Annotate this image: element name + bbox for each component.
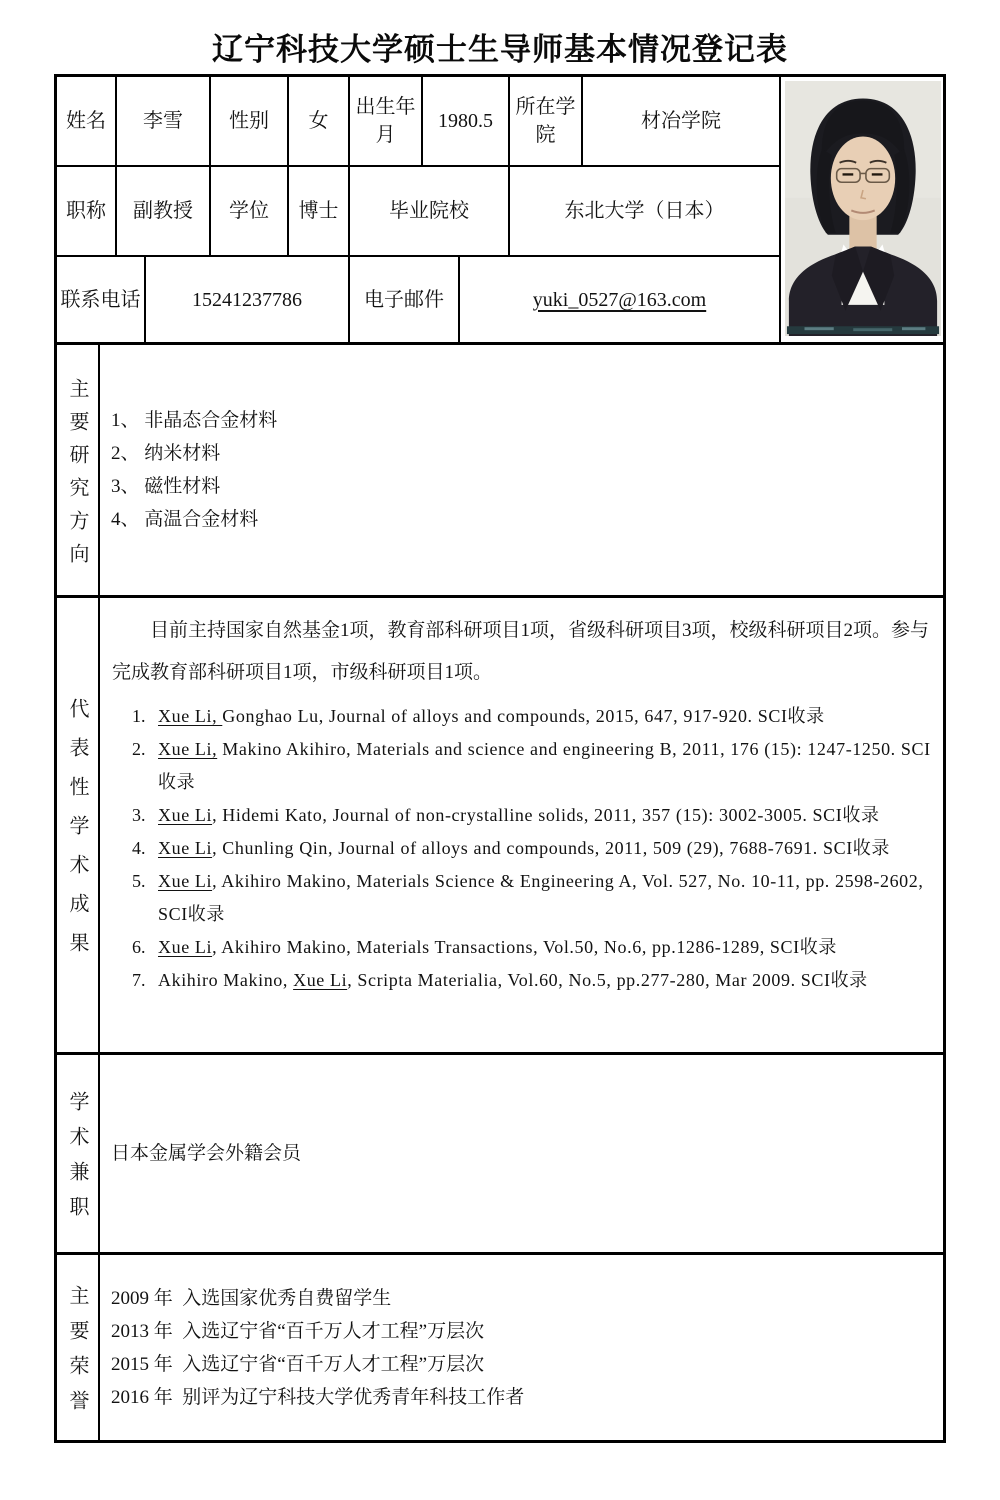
publication-item xyxy=(112,832,933,865)
research-label: 主要研究方向 xyxy=(66,377,88,576)
achievements-label-cell xyxy=(57,598,100,1052)
publication-item xyxy=(112,865,933,931)
research-item: 4、 高温合金材料 xyxy=(111,509,259,530)
honor-item: 2016 年 别评为辽宁科技大学优秀青年科技工作者 xyxy=(111,1386,525,1408)
publication-number: 7. xyxy=(132,970,146,990)
basic-info-block xyxy=(57,77,943,345)
publication-text: , Scripta Materialia, Vol.60, No.5, pp.277-280, Mar 2009. SCI收录 xyxy=(347,970,868,990)
section-research xyxy=(57,345,943,598)
publication-list xyxy=(112,700,933,997)
college-value: 材冶学院 xyxy=(583,77,781,165)
birth-value: 1980.5 xyxy=(423,77,510,165)
publication-text: , Chunling Qin, Journal of alloys and compounds, 2011, 509 (29), 7688-7691. SCI收录 xyxy=(212,838,890,858)
college-label: 所在学院 xyxy=(510,77,583,165)
phone-label: 联系电话 xyxy=(57,257,146,342)
publication-number: 1. xyxy=(132,706,146,726)
author-name-underlined: Xue Li xyxy=(158,871,213,891)
publication-text: Makino Akihiro, Materials and science and engineering B, 2011, 176 (15): 1247-1250. SCI收录 xyxy=(158,739,931,792)
section-achievements xyxy=(57,598,943,1055)
honors-label-cell xyxy=(57,1255,100,1440)
birth-label: 出生年月 xyxy=(350,77,423,165)
email-label: 电子邮件 xyxy=(350,257,460,342)
publication-text: , Akihiro Makino, Materials Science & Engineering A, Vol. 527, No. 10-11, pp. 2598-2602, SCI收录 xyxy=(158,871,924,924)
publication-item xyxy=(112,733,933,799)
gender-label: 性别 xyxy=(211,77,289,165)
achievements-label: 代表性学术成果 xyxy=(66,698,88,971)
honors-label: 主要荣誉 xyxy=(66,1285,88,1425)
school-value: 东北大学（日本） xyxy=(510,167,781,255)
publication-item xyxy=(112,700,933,733)
email-cell xyxy=(460,257,781,342)
honor-item: 2015 年 入选辽宁省“百千万人才工程”万层次 xyxy=(111,1353,485,1375)
degree-label: 学位 xyxy=(211,167,289,255)
publication-text: Gonghao Lu, Journal of alloys and compounds, 2015, 647, 917-920. SCI收录 xyxy=(222,706,825,726)
portrait-photo xyxy=(785,81,941,336)
email-link[interactable]: yuki_0527@163.com xyxy=(532,288,707,311)
row-name xyxy=(57,77,781,167)
photo-cell xyxy=(781,77,943,342)
name-label: 姓名 xyxy=(57,77,117,165)
prof-title-value: 副教授 xyxy=(117,167,211,255)
research-item: 2、 纳米材料 xyxy=(111,443,221,464)
registration-table xyxy=(54,74,946,1443)
school-label: 毕业院校 xyxy=(350,167,510,255)
author-name-underlined: Xue Li, xyxy=(158,739,218,759)
publication-number: 4. xyxy=(132,838,146,858)
phone-value: 15241237786 xyxy=(146,257,350,342)
author-name-underlined: Xue Li xyxy=(158,937,213,957)
publication-number: 3. xyxy=(132,805,146,825)
research-content xyxy=(100,345,943,595)
achievements-intro: 目前主持国家自然基金1项，教育部科研项目1项，省级科研项目3项，校级科研项目2项。参与完成教育部科研项目1项，市级科研项目1项。 xyxy=(112,620,930,683)
gender-value: 女 xyxy=(289,77,350,165)
page-title: 辽宁科技大学硕士生导师基本情况登记表 xyxy=(212,32,788,67)
research-label-cell xyxy=(57,345,100,595)
degree-value: 博士 xyxy=(289,167,350,255)
publication-item xyxy=(112,799,933,832)
research-item: 1、 非晶态合金材料 xyxy=(111,410,278,431)
row-title xyxy=(57,167,781,257)
publication-text: Akihiro Makino, xyxy=(158,970,294,990)
memberships-content xyxy=(100,1055,943,1252)
name-value: 李雪 xyxy=(117,77,211,165)
row-contact xyxy=(57,257,781,342)
author-name-underlined: Xue Li, xyxy=(158,706,223,726)
honors-content xyxy=(100,1255,943,1440)
prof-title-label: 职称 xyxy=(57,167,117,255)
publication-text: , Hidemi Kato, Journal of non-crystalline solids, 2011, 357 (15): 3002-3005. SCI收录 xyxy=(212,805,880,825)
basic-info-grid xyxy=(57,77,781,342)
author-name-underlined: Xue Li xyxy=(158,805,213,825)
publication-item xyxy=(112,964,933,997)
section-honors xyxy=(57,1255,943,1440)
achievements-content xyxy=(100,598,943,1052)
honor-item: 2009 年 入选国家优秀自费留学生 xyxy=(111,1287,392,1309)
publication-number: 5. xyxy=(132,871,146,891)
memberships-label: 学术兼职 xyxy=(66,1091,88,1231)
memberships-label-cell xyxy=(57,1055,100,1252)
publication-number: 2. xyxy=(132,739,146,759)
research-item: 3、 磁性材料 xyxy=(111,476,221,497)
membership-item: 日本金属学会外籍会员 xyxy=(111,1143,302,1164)
author-name-underlined: Xue Li xyxy=(293,970,348,990)
author-name-underlined: Xue Li xyxy=(158,838,213,858)
section-memberships xyxy=(57,1055,943,1255)
publication-number: 6. xyxy=(132,937,146,957)
publication-text: , Akihiro Makino, Materials Transactions, Vol.50, No.6, pp.1286-1289, SCI收录 xyxy=(212,937,837,957)
publication-item xyxy=(112,931,933,964)
honor-item: 2013 年 入选辽宁省“百千万人才工程”万层次 xyxy=(111,1320,485,1342)
